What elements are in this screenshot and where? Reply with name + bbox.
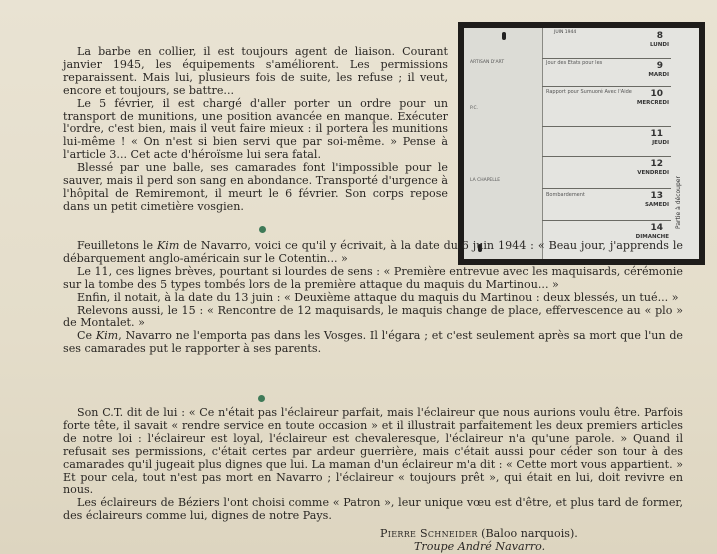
diary-left-column [464, 28, 543, 259]
text-section-3 [63, 407, 683, 523]
day-number: 11 [650, 129, 663, 139]
text-run-italic: Kim [156, 239, 180, 252]
paragraph: Son C.T. dit de lui : « Ce n'était pas l'éclaireur parfait, mais l'éclaireur que nous aurions voulu être. Parfois forte tête, il savait « rendre service en toute occasion » et il illustrait parfaitement les deux premiers articles de notre loi : l'éclaireur est loyal, l'éclaireur est chevaleresque, l'éclaireur n'a qu'une parole. » Quand il refusait ses permissions, c'était certes par ardeur guerrière, mais c'était aussi pour céder son tour à des camarades qu'il jugeait plus dignes que lui. La maman d'un éclaireur m'a dit : « Cette mort vous appartient. » Et pour cela, tout n'est pas mort en Navarro ; l'éclaireur « toujours prêt », qui était en lui, doit revivre en nous. [63, 406, 683, 497]
diary-day [542, 188, 671, 221]
diary-day [542, 156, 671, 189]
text-run: , Navarro ne l'emporta pas dans les Vosges. Il l'égara ; et c'est seulement après sa mort que l'un de ses camarades put le rapporter à ses parents. [63, 329, 683, 356]
paragraph: La barbe en collier, il est toujours agent de liaison. Courant janvier 1945, les équipements s'améliorent. Les permissions reparaissent. Mais lui, plusieurs fois de suite, les refuse ; il veut, encore et toujours, se battre... [63, 45, 448, 97]
day-weekday: MERCREDI [636, 100, 669, 106]
diary-day [542, 86, 671, 127]
paragraph: Le 5 février, il est chargé d'aller porter un ordre pour un transport de munitions, une position avancée en manque. Exécuter l'ordre, c'est bien, mais il veut faire mieux : il portera les munitions lui-même ! « On n'est si bien servi que par soi-même. » Pense à l'article 3... Cet acte d'héroïsme lui sera fatal. [63, 96, 448, 162]
author-name: Pierre Schneider [380, 527, 478, 540]
diary-handwriting: Rapport pour Sumuoré Avec l'Aide [546, 89, 632, 95]
day-number: 8 [656, 31, 663, 41]
text-run: de Navarro, voici ce qu'il y écrivait, à la date du 6 juin 1944 : « Beau jour, j'apprends le débarquement anglo-américain sur le Cotentin... » [63, 239, 683, 265]
paragraph: Relevons aussi, le 15 : « Rencontre de 12 maquisards, le maquis change de place, effervescence au « plo » de Montalet. » [63, 303, 683, 330]
paragraph: Le 11, ces lignes brèves, pourtant si lourdes de sens : « Première entrevue avec les maquisards, cérémonie sur la tombe des 5 types tombés lors de la première attaque du maquis du Martinou... » [63, 264, 683, 291]
paragraph [63, 330, 683, 356]
text-run: Ce [77, 329, 96, 343]
diary-day [542, 58, 671, 87]
author-nickname: (Baloo narquois). [477, 527, 578, 540]
paragraph: Les éclaireurs de Béziers l'ont choisi comme « Patron », leur unique vœu est d'être, et plus tard de former, des éclaireurs comme lui, dignes de notre Pays. [63, 496, 683, 523]
diary-day [542, 126, 671, 157]
diary-handwriting: Jour des Etats pour les [546, 60, 603, 66]
text-section-1 [63, 46, 448, 214]
diary-left-note: LA CHAPELLE [470, 178, 501, 183]
diary-photo [458, 22, 705, 265]
day-weekday: DIMANCHE [635, 234, 669, 240]
day-number: 13 [650, 191, 663, 201]
diary-left-note: P.C. [470, 106, 479, 111]
text-run-italic: Kim [95, 329, 119, 343]
text-section-2 [63, 240, 683, 356]
diary-side-label: Partie à découper [675, 176, 682, 230]
day-number: 10 [650, 89, 663, 99]
diary-day [542, 28, 671, 59]
diary-page [464, 28, 699, 259]
diary-left-note: ARTISAN D'ART [470, 60, 505, 65]
paragraph [63, 240, 683, 266]
pin-icon [502, 32, 506, 40]
paragraph: Enfin, il notait, à la date du 13 juin : « Deuxième attaque du maquis du Martinou : deux blessés, un tué... » [77, 290, 679, 304]
separator-dot [258, 395, 265, 402]
day-weekday: SAMEDI [644, 202, 669, 208]
diary-handwriting: Bombardement [546, 192, 585, 198]
text-run: Feuilletons le [77, 239, 157, 252]
day-weekday: JEUDI [652, 140, 669, 146]
troupe-name: Troupe André Navarro. [414, 540, 546, 553]
day-weekday: MARDI [648, 72, 669, 78]
day-number: 14 [650, 223, 663, 233]
day-number: 9 [656, 61, 663, 71]
diary-days [542, 28, 699, 259]
day-weekday: VENDREDI [637, 170, 669, 176]
signature-line [380, 527, 578, 540]
paragraph: Blessé par une balle, ses camarades font l'impossible pour le sauver, mais il perd son sang en abondance. Transporté d'urgence à l'hôpital de Remiremont, il meurt le 6 février. Son corps repose dans un petit cimetière vosgien. [63, 161, 448, 213]
separator-dot [259, 226, 266, 233]
diary-top-note: JUIN 1944 [554, 30, 577, 35]
day-weekday: LUNDI [650, 42, 669, 48]
day-number: 12 [650, 159, 663, 169]
